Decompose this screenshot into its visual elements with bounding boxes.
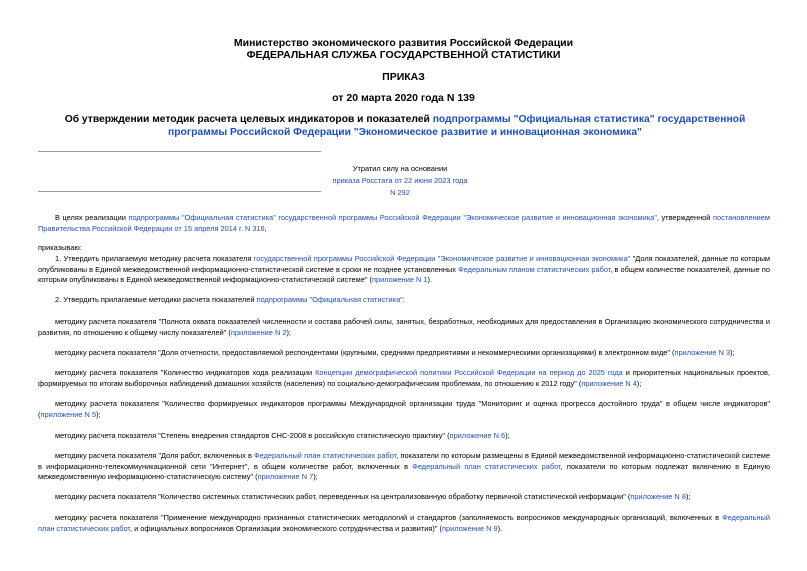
paragraph-order	[38, 243, 770, 254]
text-run: , утвержденной	[656, 213, 713, 222]
text-run: и приоритетных национальных проектов, формируемых по итогам выборочных наблюдений домашних хозяйств (населения) по социально-демографическим проблемам, по отношению к 2012 году" (	[38, 368, 770, 388]
link-subprogram[interactable]: подпрограммы "Официальная статистика" государственной программы Российской Федерации "Экономическое развитие и инновационная экономика"	[128, 213, 657, 222]
text-run: методику расчета показателя "Количество формируемых индикаторов программы Международной организации труда "Мониторинг и оценка прогресса достойного труда" в общем числе индикаторов" (	[38, 399, 770, 419]
text-run: методику расчета показателя "Доля отчетности, предоставляемой респондентами (крупными, средними предприятиями и некоммерческими организациями) в электронном виде" (	[55, 348, 675, 357]
link-appendix-7[interactable]: приложение N 7	[257, 472, 314, 482]
text-run: В целях реализации	[55, 213, 129, 222]
text-run: методику расчета показателя "Степень внедрения стандартов СНС-2008 в российскую статистическую практику" (	[55, 431, 450, 440]
text-run: , показатели по которым размещены в Единой межведомственной информационно-статистической системе в информационно-телекоммуникационной сети "Интернет", в общем количестве работ, включенных в	[38, 451, 770, 471]
title-text: Об утверждении методик расчета целевых индикаторов и показателей	[64, 114, 433, 125]
paragraph-method-7	[38, 451, 770, 483]
paragraph-method-4	[38, 368, 770, 389]
link-federal-plan[interactable]: Федеральный план статистических работ	[412, 461, 561, 471]
text-run: );	[636, 378, 642, 388]
link-appendix-1[interactable]: приложение N 1	[371, 275, 428, 285]
paragraph-item-2	[38, 295, 770, 306]
link-appendix-6[interactable]: приложение N 6	[449, 431, 506, 440]
status-note-link[interactable]: приказа Росстата от 22 июня 2023 года N 292	[332, 176, 468, 197]
text-run: методику расчета показателя "Доля работ, включенных в	[55, 451, 255, 460]
text-run: );	[96, 409, 101, 419]
text-run: );	[505, 431, 510, 440]
link-federal-plan[interactable]: Федеральный план статистических работ	[38, 513, 770, 533]
link-appendix-5[interactable]: приложение N 5	[40, 409, 97, 419]
service-name: ФЕДЕРАЛЬНАЯ СЛУЖБА ГОСУДАРСТВЕННОЙ СТАТИСТИКИ	[246, 49, 561, 61]
link-federal-plan[interactable]: Федеральным планом статистических работ	[458, 264, 611, 274]
text-run: методику расчета показателя "Количество индикаторов хода реализации	[55, 368, 316, 377]
doc-type: ПРИКАЗ	[382, 71, 425, 83]
ministry-name: Министерство экономического развития Российской Федерации	[233, 37, 574, 49]
link-federal-plan[interactable]: Федеральный план статистических работ	[254, 451, 397, 460]
divider-top	[38, 151, 321, 152]
text-run: );	[313, 472, 318, 482]
link-appendix-9[interactable]: приложение N 9	[442, 523, 498, 533]
link-demographic-concept[interactable]: Концепции демографической политики Российской Федерации на период до 2025 года	[315, 368, 623, 377]
divider-bottom	[38, 191, 321, 192]
text-run: ).	[427, 275, 433, 285]
paragraph-method-2	[38, 317, 770, 338]
text-run: методику расчета показателя "Применение международно признанных статистических методологий и стандартов (заполняемость вопросников международных организаций, включенных в	[55, 513, 723, 522]
text-run: 2. Утвердить прилагаемые методики расчета показателей	[55, 295, 257, 304]
paragraph-method-3	[38, 348, 770, 359]
link-appendix-4[interactable]: приложение N 4	[581, 378, 637, 388]
link-subprogram[interactable]: подпрограммы "Официальная статистика"	[256, 295, 403, 304]
text-run: :	[402, 295, 405, 304]
text-run: ).	[497, 523, 503, 533]
text-run: методику расчета показателя "Полнота охвата показателей численности и состава рабочей силы, занятых, безработных, необходимых для предоставления в Организацию экономического сотрудничества и развития, по отношению к общему числу показателей" (	[38, 317, 770, 337]
paragraph-method-6	[38, 431, 770, 442]
status-note-text: Утратил силу на основании	[352, 164, 448, 173]
text-run: );	[685, 492, 691, 501]
text-run: , в общем количестве показателей, данные по которым опубликованы в Единой межведомственной информационно-статистической системе" (	[38, 264, 770, 285]
text-run: приказываю:	[38, 243, 82, 252]
paragraph-method-9	[38, 513, 770, 534]
paragraph-item-1	[38, 254, 770, 286]
text-run: , и официальных вопросников Организации экономического сотрудничества и развития)" (	[129, 523, 443, 533]
text-run: 1. Утвердить прилагаемую методику расчета показателя	[55, 254, 254, 263]
title-link-subprogram[interactable]: подпрограммы "Официальная статистика" государственной программы Российской Федерации "Экономическое развитие и инновационная экономика"	[168, 114, 746, 138]
link-appendix-2[interactable]: приложение N 2	[230, 327, 287, 337]
link-appendix-8[interactable]: приложение N 8	[630, 492, 686, 501]
paragraph-method-5	[38, 399, 770, 420]
paragraph-preamble	[38, 213, 770, 234]
text-run: методику расчета показателя "Количество системных статистических работ, переведенных на централизованную обработку первичной статистической информации" (	[55, 492, 631, 501]
link-state-program[interactable]: государственной программы Российской Федерации "Экономическое развитие и инновационная экономика"	[253, 254, 631, 263]
text-run: );	[730, 348, 735, 357]
link-government-decree[interactable]: постановлением Правительства Российской Федерации от 15 апреля 2014 г. N 316	[38, 213, 770, 233]
status-note	[330, 163, 470, 199]
text-run: );	[286, 327, 291, 337]
doc-date-number: от 20 марта 2020 года N 139	[332, 92, 475, 104]
text-run: ,	[264, 223, 267, 233]
link-appendix-3[interactable]: приложение N 3	[674, 348, 731, 357]
page-title	[55, 114, 755, 139]
text-run: , показатели по которым подлежат включению в Единую межведомственную информационно-статистическую систему" (	[38, 461, 770, 482]
text-run: "Доля показателей, данные по которым опубликованы в Единой межведомственной информационно-статистической системе в сроки не позднее установленных	[38, 254, 771, 274]
paragraph-method-8	[38, 492, 770, 503]
